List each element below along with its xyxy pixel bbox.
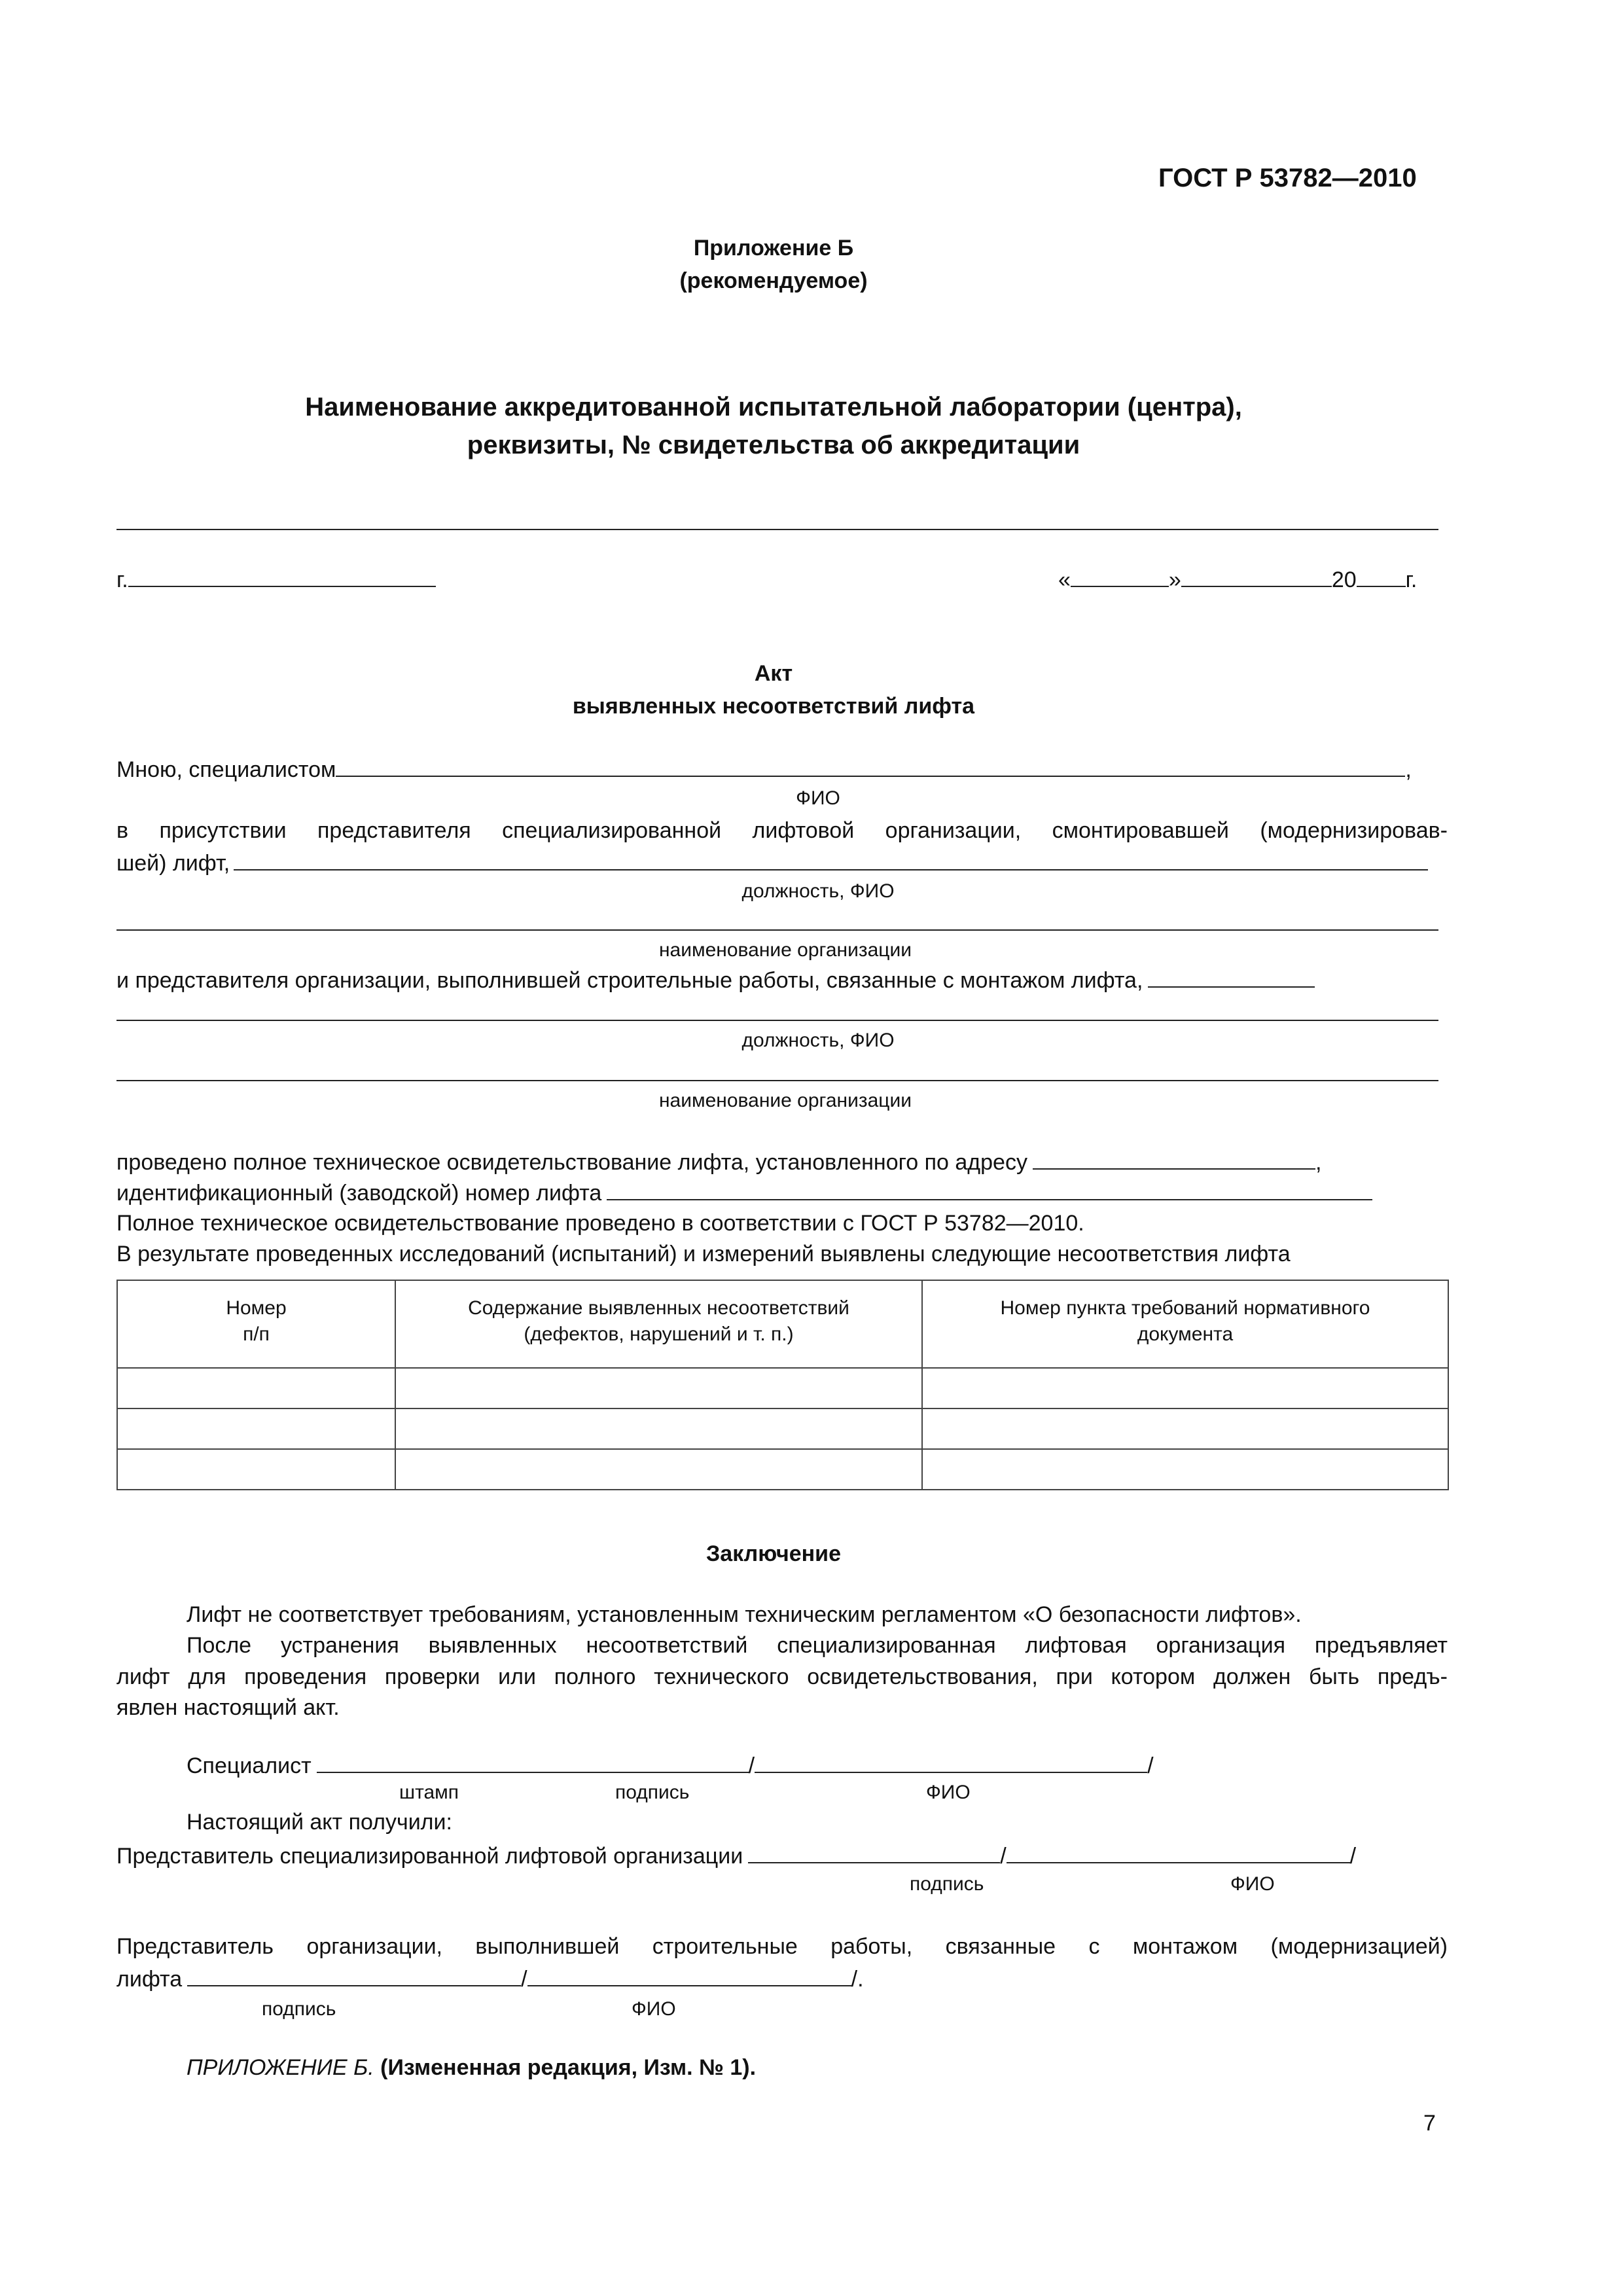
table-cell[interactable] (395, 1449, 922, 1490)
lift-org-rep-blank[interactable] (234, 850, 1428, 870)
act-subtitle: выявленных несоответствий лифта (572, 694, 975, 719)
conclusion-para2-line2: лифт для проведения проверки или полного технического освидетельствования, при котором должен быть предъ- (116, 1664, 1448, 1689)
presence-line1: в присутствии представителя специализированной лифтовой организации, смонтировавшей (модернизировав- (116, 818, 1448, 843)
serial-number-label: идентификационный (заводской) номер лифта (116, 1181, 602, 1206)
lift-org-fio-blank[interactable] (1007, 1842, 1350, 1863)
city-blank[interactable] (128, 566, 436, 587)
header-number: Номер п/п (117, 1280, 395, 1368)
presence-row2 (116, 850, 1428, 876)
quote-open: « (1058, 567, 1071, 592)
page-number: 7 (1423, 2111, 1436, 2136)
builder-rep-blank[interactable] (1148, 967, 1315, 988)
builder-signature-blank[interactable] (187, 1965, 521, 1986)
signature-caption: подпись (615, 1782, 690, 1803)
conclusion-title: Заключение (706, 1541, 841, 1566)
org-name-line[interactable] (116, 929, 1438, 931)
nonconformity-table (116, 1280, 1449, 1490)
period: . (857, 1967, 864, 1992)
revision-note (187, 2055, 756, 2081)
table-cell[interactable] (922, 1449, 1448, 1490)
inspection-address-label: проведено полное техническое освидетельствование лифта, установленного по адресу (116, 1150, 1027, 1175)
serial-row (116, 1179, 1372, 1206)
revision-note-italic: ПРИЛОЖЕНИЕ Б. (187, 2055, 374, 2080)
header-requirement: Номер пункта требований нормативного документа (922, 1280, 1448, 1368)
specialist-signature-row (187, 1752, 1154, 1779)
table-cell[interactable] (922, 1408, 1448, 1449)
year-prefix: 20 (1331, 567, 1357, 592)
slash: / (748, 1753, 755, 1778)
fio-caption: ФИО (796, 787, 840, 809)
appendix-title: Приложение Б (693, 236, 854, 260)
specialist-fio-blank[interactable] (755, 1752, 1147, 1773)
table-cell[interactable] (117, 1368, 395, 1408)
table-cell[interactable] (395, 1368, 922, 1408)
builder-rep-row (116, 967, 1315, 994)
presence-line2: шей) лифт, (116, 851, 230, 876)
fio-caption-2: ФИО (1230, 1873, 1275, 1895)
slash: / (521, 1967, 527, 1992)
city-field (116, 566, 436, 593)
revision-note-bold: (Измененная редакция, Изм. № 1). (380, 2055, 757, 2080)
conformity-text: Полное техническое освидетельствование проведено в соответствии с ГОСТ Р 53782—2010. (116, 1211, 1084, 1236)
org-name-line-2[interactable] (116, 1080, 1438, 1081)
stamp-caption: штамп (399, 1782, 459, 1803)
position-fio-caption: должность, ФИО (741, 880, 895, 902)
lift-org-signature-row (116, 1842, 1356, 1869)
table-cell[interactable] (395, 1408, 922, 1449)
fio-caption-specialist: ФИО (926, 1782, 971, 1803)
conclusion-para1: Лифт не соответствует требованиям, установленным техническим регламентом «О безопасности лифтов». (187, 1602, 1302, 1627)
received-label: Настоящий акт получили: (187, 1810, 452, 1835)
lift-org-signature-blank[interactable] (748, 1842, 1000, 1863)
year-suffix: г. (1405, 567, 1418, 592)
specialist-row (116, 756, 1412, 783)
conclusion-para2-line1: После устранения выявленных несоответствий специализированная лифтовая организация предъявляет (187, 1633, 1448, 1658)
specialist-label: Специалист (187, 1753, 312, 1778)
lift-org-rep-label: Представитель специализированной лифтовой организации (116, 1844, 743, 1869)
builder-fio-blank[interactable] (527, 1965, 851, 1986)
slash: / (851, 1967, 858, 1992)
result-text: В результате проведенных исследований (испытаний) и измерений выявлены следующие несоответствия лифта (116, 1242, 1291, 1266)
fio-caption-3: ФИО (632, 1998, 676, 2020)
specialist-blank[interactable] (336, 756, 1405, 777)
conclusion-para2-line3: явлен настоящий акт. (116, 1695, 340, 1720)
builder-signature-line1: Представитель организации, выполнившей строительные работы, связанные с монтажом (модернизацией) (116, 1934, 1448, 1959)
slash: / (1000, 1844, 1007, 1869)
comma-2: , (1315, 1150, 1322, 1175)
builder-rep-line[interactable] (116, 1020, 1438, 1021)
standard-number: ГОСТ Р 53782—2010 (1158, 164, 1417, 192)
position-fio-caption-2: должность, ФИО (741, 1030, 895, 1051)
org-name-caption-2: наименование организации (658, 1090, 912, 1111)
address-row (116, 1149, 1321, 1175)
org-name-caption: наименование организации (658, 939, 912, 961)
slash: / (1147, 1753, 1154, 1778)
date-field (1058, 566, 1417, 593)
table-row (117, 1449, 1448, 1490)
appendix-subtitle: (рекомендуемое) (679, 268, 868, 293)
table-row (117, 1368, 1448, 1408)
serial-blank[interactable] (607, 1179, 1372, 1200)
lab-details-line[interactable] (116, 529, 1438, 530)
city-prefix: г. (116, 567, 128, 592)
by-specialist-label: Мною, специалистом (116, 757, 336, 782)
specialist-signature-blank[interactable] (317, 1752, 749, 1773)
comma: , (1405, 757, 1412, 782)
table-cell[interactable] (117, 1408, 395, 1449)
table-cell[interactable] (922, 1368, 1448, 1408)
table-header-row (117, 1280, 1448, 1368)
slash: / (1349, 1844, 1357, 1869)
signature-caption-3: подпись (262, 1998, 336, 2020)
table-row (117, 1408, 1448, 1449)
lab-heading-line2: реквизиты, № свидетельства об аккредитации (467, 431, 1080, 459)
builder-rep-label: и представителя организации, выполнившей строительные работы, связанные с монтажом лифта, (116, 968, 1143, 993)
builder-signature-row (116, 1965, 864, 1992)
year-blank[interactable] (1357, 566, 1406, 587)
address-blank[interactable] (1033, 1149, 1315, 1170)
month-blank[interactable] (1181, 566, 1332, 587)
table-cell[interactable] (117, 1449, 395, 1490)
builder-lift-label: лифта (116, 1967, 183, 1992)
lab-heading-line1: Наименование аккредитованной испытательной лаборатории (центра), (305, 393, 1242, 422)
header-content: Содержание выявленных несоответствий (дефектов, нарушений и т. п.) (395, 1280, 922, 1368)
act-title: Акт (754, 661, 793, 686)
signature-caption-2: подпись (910, 1873, 984, 1895)
day-blank[interactable] (1071, 566, 1169, 587)
quote-close: » (1168, 567, 1181, 592)
